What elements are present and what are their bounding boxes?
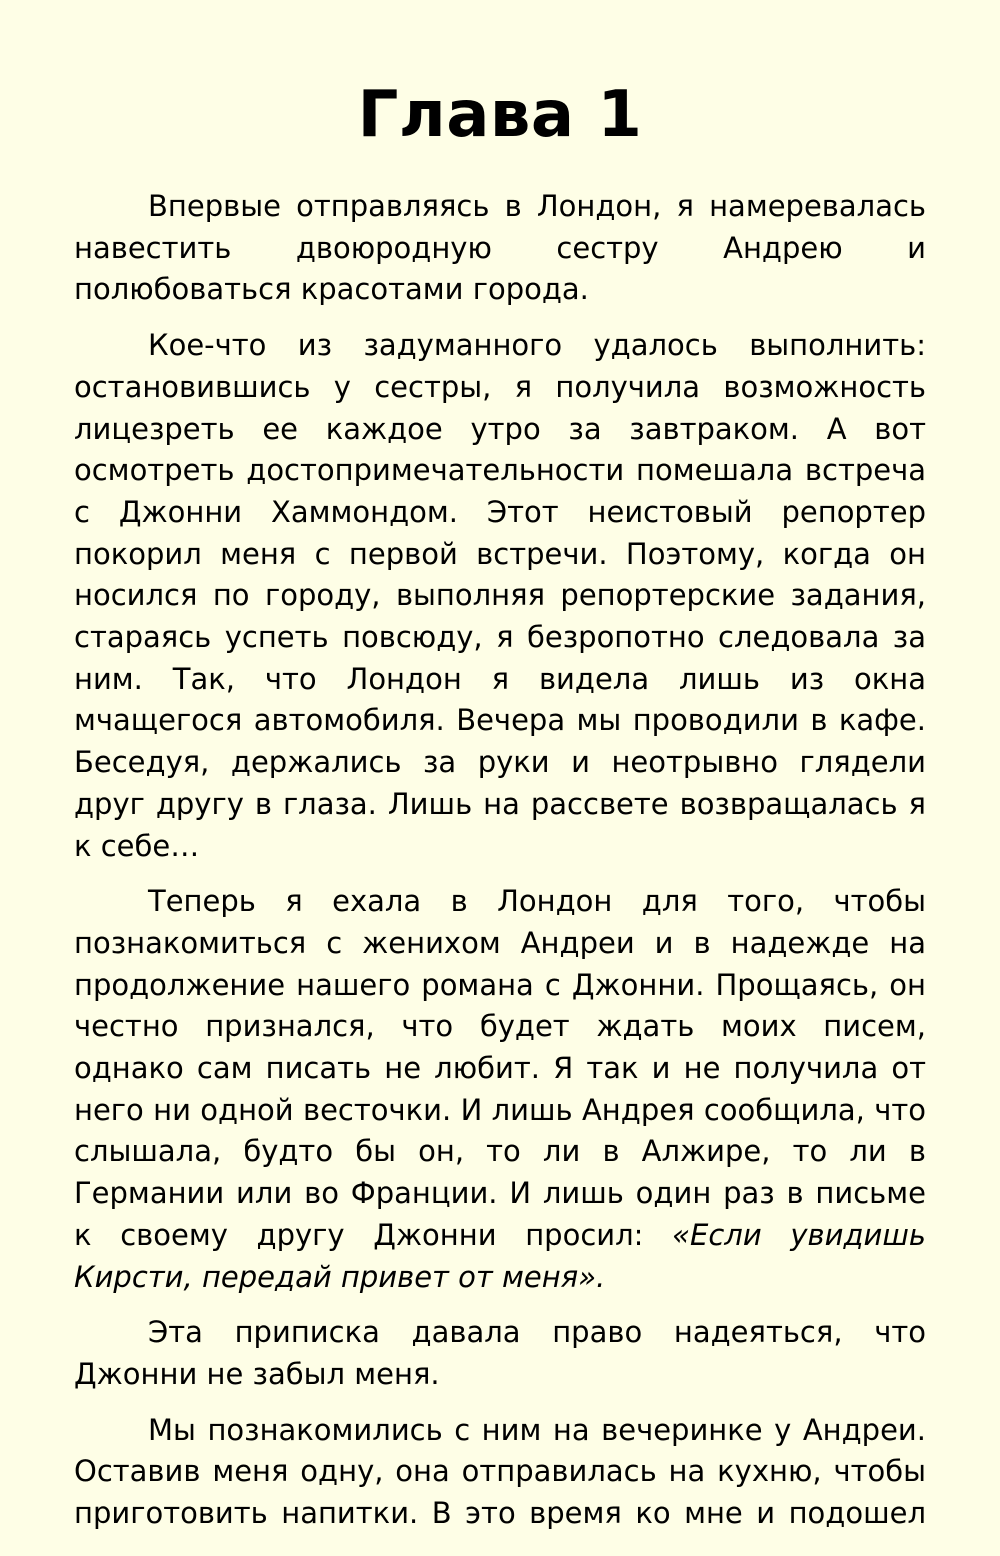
paragraph-1-text: Впервые отправляясь в Лондон, я намеревалась навестить двоюродную сестру Андрею и полюбоваться красотами города.: [74, 189, 926, 307]
paragraph-3-text: Теперь я ехала в Лондон для того, чтобы познакомиться с женихом Андреи и в надежде на продолжение нашего романа с Джонни. Прощаясь, он честно признался, что будет ждать моих писем, однако сам писать не любит. Я так и не получила от него ни одной весточки. И лишь Андрея сообщила, что слышала, будто бы он, то ли в Алжире, то ли в Германии или во Франции. И лишь один раз в письме к своему другу Джонни просил:: [74, 884, 926, 1252]
paragraph-1: [74, 186, 926, 311]
paragraph-2: [74, 325, 926, 867]
paragraph-3-quote: «Если увидишь Кирсти, передай привет от меня».: [74, 1217, 926, 1294]
chapter-title: Глава 1: [357, 78, 643, 152]
chapter-body: [74, 186, 926, 1535]
paragraph-3: [74, 881, 926, 1298]
paragraph-4-text: Эта приписка давала право надеяться, что Джонни не забыл меня.: [74, 1315, 926, 1391]
paragraph-4: [74, 1312, 926, 1395]
paragraph-2-text: Кое-что из задуманного удалось выполнить: остановившись у сестры, я получила возможность лицезреть ее каждое утро за завтраком. А вот осмотреть достопримечательности помешала встреча с Джонни Хаммондом. Этот неистовый репортер покорил меня с первой встречи. Поэтому, когда он носился по городу, выполняя репортерские задания, стараясь успеть повсюду, я безропотно следовала за ним. Так, что Лондон я видела лишь из окна мчащегося автомобиля. Вечера мы проводили в кафе. Беседуя, держались за руки и неотрывно глядели друг другу в глаза. Лишь на рассвете возвращалась я к себе…: [74, 328, 926, 863]
paragraph-5-text: Мы познакомились с ним на вечеринке у Андреи. Оставив меня одну, она отправилась на кухню, чтобы приготовить напитки. В это время ко мне и подошел: [74, 1412, 926, 1531]
paragraph-5: [74, 1410, 926, 1535]
